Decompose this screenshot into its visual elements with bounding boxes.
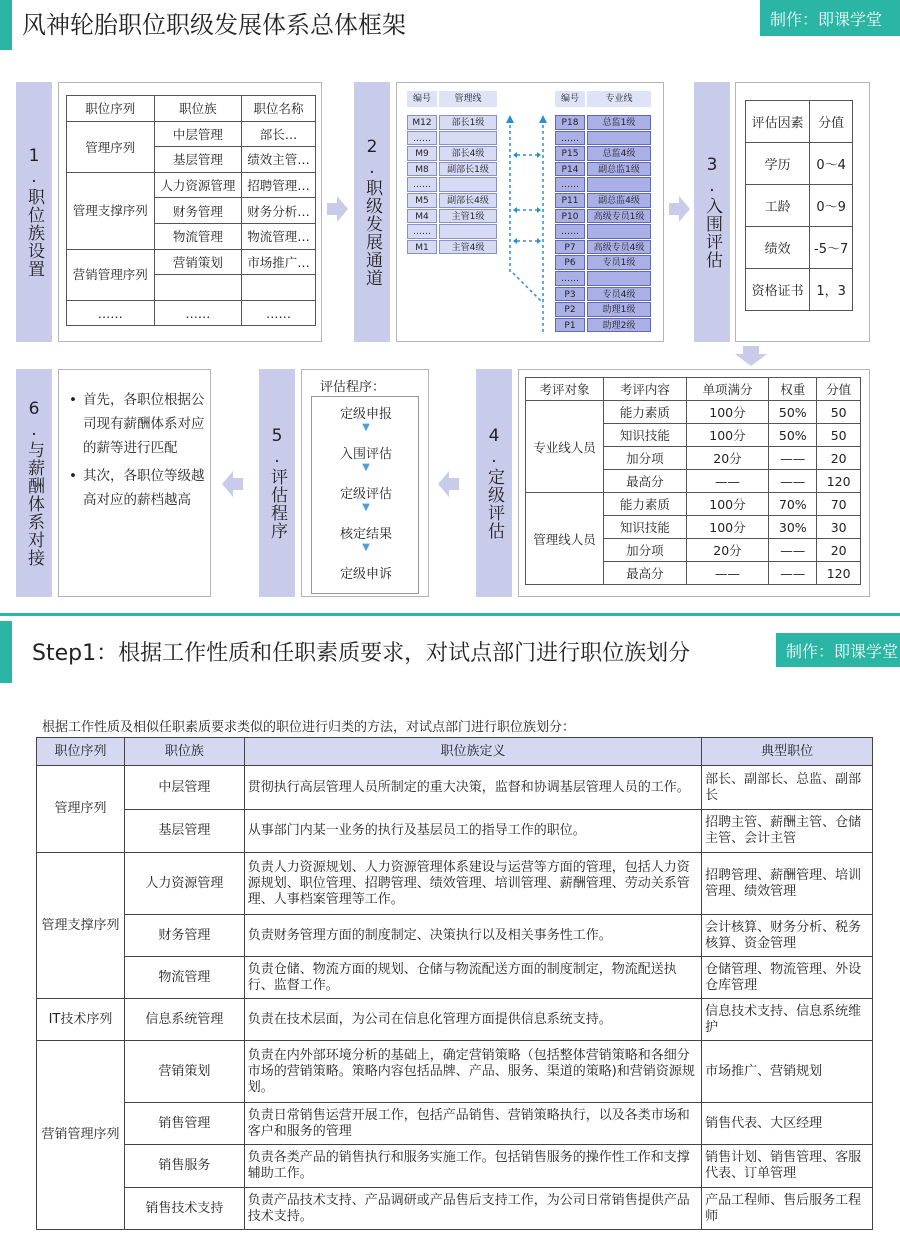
jobs-cell: 部长、副部长、总监、副部长 (702, 766, 873, 810)
jobs-cell: 信息技术支持、信息系统维护 (702, 999, 873, 1041)
cell: 50% (769, 401, 817, 424)
panel6-box (58, 369, 211, 597)
def-cell: 负责日常销售运营开展工作，包括产品销售、营销策略执行，以及各类市场和客户和服务的管理 (244, 1103, 701, 1145)
cell: 能力素质 (604, 493, 687, 516)
mgmt-level: 部长1级 (439, 115, 497, 130)
process-step: 核定结果 (339, 527, 392, 542)
cell: 部长… (242, 121, 316, 147)
cell: 学历 (746, 143, 810, 185)
arrow-left-icon (438, 471, 460, 497)
cell: 营销管理序列 (67, 249, 155, 300)
cell: 50 (817, 424, 861, 447)
prof-code: P15 (555, 146, 585, 161)
cell: 加分项 (604, 539, 687, 562)
mgmt-code: M8 (407, 162, 437, 177)
jobs-cell: 市场推广、营销规划 (702, 1041, 873, 1103)
header-cell: 职位族 (154, 96, 242, 122)
def-cell: 负责人力资源规划、人力资源管理体系建设与运营等方面的管理，包括人力资源规划、职位管理、招聘管理、绩效管理、培训管理、薪酬管理、劳动关系管理、人事档案管理等工作。 (244, 853, 701, 915)
cell: 中层管理 (154, 121, 242, 147)
cell: 加分项 (604, 447, 687, 470)
process-step: 定级申诉 (339, 567, 392, 582)
jobs-cell: 仓储管理、物流管理、外设仓库管理 (702, 957, 873, 999)
cell: 30% (769, 516, 817, 539)
family-cell: 财务管理 (124, 915, 244, 957)
cell: —— (769, 447, 817, 470)
author-badge: 制作：即课学堂 (760, 0, 900, 36)
process-flow (311, 396, 419, 594)
cell: 最高分 (604, 470, 687, 493)
cell: 50 (817, 401, 861, 424)
def-cell: 贯彻执行高层管理人员所制定的重大决策，监督和协调基层管理人员的工作。 (244, 766, 701, 810)
page-title: 风神轮胎职位职级发展体系总体框架 (22, 11, 406, 39)
cell: 70% (769, 493, 817, 516)
cell: 1，3 (810, 269, 853, 311)
panel3-label: 3.入围评估 (694, 82, 730, 342)
panel2-label: 2.职级发展通道 (354, 82, 390, 342)
cell: 财务管理 (154, 198, 242, 224)
jobs-cell: 产品工程师、售后服务工程师 (702, 1188, 873, 1230)
prof-code: P6 (555, 255, 585, 270)
jobs-cell: 销售代表、大区经理 (702, 1103, 873, 1145)
panel1-box (58, 82, 322, 342)
mgmt-code: M5 (407, 193, 437, 208)
header-cell: 分值 (817, 378, 861, 401)
mgmt-level (439, 177, 497, 192)
panel3-box (735, 82, 870, 342)
cell: 20 (817, 447, 861, 470)
process-step: 定级申报 (339, 407, 392, 422)
cell: 基层管理 (154, 147, 242, 173)
cell: 财务分析… (242, 198, 316, 224)
prof-level: 高级专员1级 (587, 209, 651, 224)
arrow-down-icon: ▼ (362, 502, 370, 513)
cell: 资格证书 (746, 269, 810, 311)
bullet-list (69, 388, 209, 512)
cell: 20 (817, 539, 861, 562)
prof-level: 助理1级 (587, 302, 651, 317)
jobs-cell: 销售计划、销售管理、客服代表、订单管理 (702, 1145, 873, 1188)
cell: 专业线人员 (526, 401, 604, 493)
cell: 50% (769, 424, 817, 447)
cell: 20分 (686, 447, 769, 470)
cell: 管理支撑序列 (67, 172, 155, 249)
entry-eval-table (745, 100, 853, 311)
prof-level: 总监4级 (587, 146, 651, 161)
prof-level: 高级专员4级 (587, 240, 651, 255)
mgmt-code: M9 (407, 146, 437, 161)
cell: —— (769, 470, 817, 493)
accent-bar (0, 0, 12, 50)
family-cell: 基层管理 (124, 810, 244, 853)
def-cell: 负责仓储、物流方面的规划、仓储与物流配送方面的制度制定，物流配送执行、监督工作。 (244, 957, 701, 999)
cell: 物流管理… (242, 223, 316, 249)
mgmt-code: M4 (407, 209, 437, 224)
family-cell: 中层管理 (124, 766, 244, 810)
cell: 绩效 (746, 227, 810, 269)
cell: …… (154, 300, 242, 326)
mgmt-level: 主管4级 (439, 240, 497, 255)
cell (154, 275, 242, 301)
section-title: Step1：根据工作性质和任职素质要求，对试点部门进行职位族划分 (32, 641, 691, 666)
channel-header: 专业线 (587, 91, 651, 107)
family-cell: 物流管理 (124, 957, 244, 999)
prof-code: P10 (555, 209, 585, 224)
arrow-left-icon (222, 471, 244, 497)
mgmt-level: 副部长4级 (439, 193, 497, 208)
prof-code: P7 (555, 240, 585, 255)
prof-code: P14 (555, 162, 585, 177)
panel5-box (301, 369, 429, 597)
cell: 120 (817, 470, 861, 493)
family-cell: 销售技术支持 (124, 1188, 244, 1230)
jobs-cell: 招聘管理、薪酬管理、培训管理、绩效管理 (702, 853, 873, 915)
cell: 绩效主管… (242, 147, 316, 173)
prof-level: 助理2级 (587, 318, 651, 333)
jobs-cell: 会计核算、财务分析、税务核算、资金管理 (702, 915, 873, 957)
prof-level: 专员1级 (587, 255, 651, 270)
arrow-down-icon (735, 346, 767, 366)
cell: 70 (817, 493, 861, 516)
cell: -5～7 (810, 227, 853, 269)
channel-header: 管理线 (439, 91, 497, 107)
mgmt-code: …… (407, 177, 437, 192)
panel4-box (518, 369, 870, 597)
cell: 工龄 (746, 185, 810, 227)
panel6-label: 6.与薪酬体系对接 (16, 369, 52, 597)
panel5-label: 5.评估程序 (259, 369, 295, 597)
mgmt-code: …… (407, 131, 437, 146)
mgmt-level (439, 224, 497, 239)
header-cell: 职位序列 (67, 96, 155, 122)
panel4-label: 4.定级评估 (476, 369, 512, 597)
def-cell: 负责在内外部环境分析的基础上，确定营销策略（包括整体营销策略和各细分市场的营销策略。策略内容包括品牌、产品、服务、渠道的策略)和营销资源规划。 (244, 1041, 701, 1103)
prof-level: 副总监4级 (587, 193, 651, 208)
prof-code: P18 (555, 115, 585, 130)
cell: 管理线人员 (526, 493, 604, 585)
def-cell: 从事部门内某一业务的执行及基层员工的指导工作的职位。 (244, 810, 701, 853)
channel-header: 编号 (407, 91, 437, 107)
prof-code: P1 (555, 318, 585, 333)
prof-code: P2 (555, 302, 585, 317)
header-cell: 考评内容 (604, 378, 687, 401)
cell: 0～4 (810, 143, 853, 185)
section-divider (0, 613, 900, 616)
cell: 最高分 (604, 562, 687, 585)
prof-code: …… (555, 177, 585, 192)
prof-level (587, 271, 651, 286)
cell: 市场推广… (242, 249, 316, 275)
arrow-right-icon (669, 196, 691, 222)
seq-cell: 管理序列 (37, 766, 125, 853)
bullet-item: • 其次，各职位等级越高对应的薪档越高 (69, 468, 205, 508)
grade-eval-table (525, 377, 861, 585)
cell: 招聘管理… (242, 172, 316, 198)
arrow-down-icon: ▼ (362, 422, 370, 433)
family-cell: 人力资源管理 (124, 853, 244, 915)
cell: —— (686, 562, 769, 585)
mgmt-level (439, 131, 497, 146)
header-cell: 权重 (769, 378, 817, 401)
cell: —— (769, 562, 817, 585)
def-cell: 负责产品技术支持、产品调研或产品售后支持工作，为公司日常销售提供产品技术支持。 (244, 1188, 701, 1230)
header-cell: 职位族定义 (244, 738, 701, 766)
cell: 30 (817, 516, 861, 539)
mgmt-level: 副部长1级 (439, 162, 497, 177)
job-family-definition-table (36, 737, 873, 1230)
cell: 营销策划 (154, 249, 242, 275)
seq-cell: 营销管理序列 (37, 1041, 125, 1230)
cell: 管理序列 (67, 121, 155, 172)
cell: 0～9 (810, 185, 853, 227)
cell: …… (242, 300, 316, 326)
seq-cell: IT技术序列 (37, 999, 125, 1041)
cell: 20分 (686, 539, 769, 562)
cell: —— (769, 539, 817, 562)
header-cell: 分值 (810, 101, 853, 143)
cell: 100分 (686, 516, 769, 539)
header-cell: 评估因素 (746, 101, 810, 143)
mgmt-code: M12 (407, 115, 437, 130)
family-cell: 营销策划 (124, 1041, 244, 1103)
header-cell: 单项满分 (686, 378, 769, 401)
jobs-cell: 招聘主管、薪酬主管、仓储主管、会计主管 (702, 810, 873, 853)
family-cell: 信息系统管理 (124, 999, 244, 1041)
cell: 100分 (686, 401, 769, 424)
header-cell: 典型职位 (702, 738, 873, 766)
arrow-right-icon (327, 196, 349, 222)
prof-level: 副总监1级 (587, 162, 651, 177)
prof-level (587, 224, 651, 239)
family-cell: 销售服务 (124, 1145, 244, 1188)
panel1-label: 1.职位族设置 (16, 82, 52, 342)
prof-code: …… (555, 224, 585, 239)
cell: …… (67, 300, 155, 326)
header-cell: 职位名称 (242, 96, 316, 122)
prof-code: …… (555, 271, 585, 286)
cell: 知识技能 (604, 516, 687, 539)
prof-level: 总监1级 (587, 115, 651, 130)
cell: 120 (817, 562, 861, 585)
cell: —— (686, 470, 769, 493)
arrow-down-icon: ▼ (362, 462, 370, 473)
prof-code: P11 (555, 193, 585, 208)
process-step: 定级评估 (339, 487, 392, 502)
cell: 物流管理 (154, 223, 242, 249)
accent-bar (0, 621, 12, 683)
cell: 知识技能 (604, 424, 687, 447)
seq-cell: 管理支撑序列 (37, 853, 125, 999)
def-cell: 负责在技术层面，为公司在信息化管理方面提供信息系统支持。 (244, 999, 701, 1041)
arrow-down-icon: ▼ (362, 542, 370, 553)
cell: 人力资源管理 (154, 172, 242, 198)
mgmt-code: M1 (407, 240, 437, 255)
cell: 能力素质 (604, 401, 687, 424)
prof-code: …… (555, 131, 585, 146)
family-cell: 销售管理 (124, 1103, 244, 1145)
prof-level: 专员4级 (587, 287, 651, 302)
def-cell: 负责各类产品的销售执行和服务实施工作。包括销售服务的操作性工作和支撑辅助工作。 (244, 1145, 701, 1188)
def-cell: 负责财务管理方面的制度制定、决策执行以及相关事务性工作。 (244, 915, 701, 957)
mgmt-code: …… (407, 224, 437, 239)
header-cell: 职位族 (124, 738, 244, 766)
panel2-box (396, 82, 664, 342)
job-family-table (66, 95, 316, 326)
header-cell: 职位序列 (37, 738, 125, 766)
prof-level (587, 131, 651, 146)
cell: 100分 (686, 424, 769, 447)
cell: 100分 (686, 493, 769, 516)
process-step: 入围评估 (339, 447, 392, 462)
bullet-item: • 首先，各职位根据公司现有薪酬体系对应的薪等进行匹配 (69, 392, 205, 456)
header-cell: 考评对象 (526, 378, 604, 401)
mgmt-level: 部长4级 (439, 146, 497, 161)
author-badge: 制作：即课学堂 (776, 633, 900, 667)
channel-header: 编号 (555, 91, 585, 107)
intro-text: 根据工作性质及相似任职素质要求类似的职位进行归类的方法，对试点部门进行职位族划分： (42, 720, 576, 735)
process-title: 评估程序： (320, 380, 386, 395)
prof-code: P3 (555, 287, 585, 302)
prof-level (587, 177, 651, 192)
mgmt-level: 主管1级 (439, 209, 497, 224)
cell (242, 275, 316, 301)
career-channel-diagram (397, 83, 665, 343)
